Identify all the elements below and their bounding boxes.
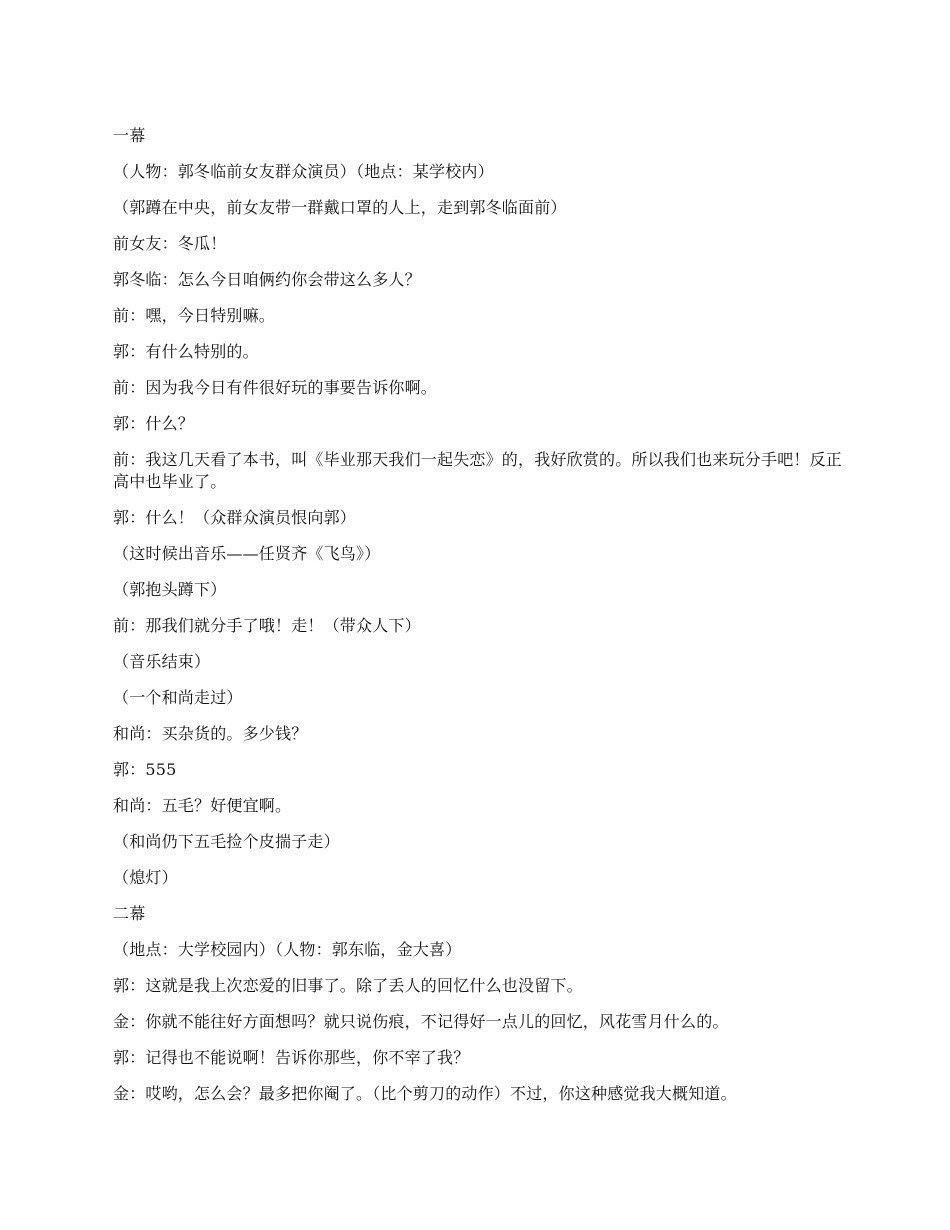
dialogue-line: 金：你就不能往好方面想吗？就只说伤痕，不记得好一点儿的回忆，风花雪月什么的。 <box>113 1012 729 1031</box>
dialogue-line: 和尚：五毛？好便宜啊。 <box>113 796 292 815</box>
dialogue-line: 郭：这就是我上次恋爱的旧事了。除了丢人的回忆什么也没留下。 <box>113 976 583 995</box>
stage-direction: （这时候出音乐——任贤齐《飞鸟》） <box>113 544 381 563</box>
stage-direction: （音乐结束） <box>113 652 211 671</box>
dialogue-line: 郭：555 <box>113 760 177 779</box>
stage-direction: （熄灯） <box>113 868 178 887</box>
dialogue-line: 郭冬临：怎么今日咱俩约你会带这么多人？ <box>113 270 421 289</box>
dialogue-line: 前：嘿，今日特别嘛。 <box>113 306 276 325</box>
act-two-heading: 二幕 <box>113 904 146 923</box>
dialogue-line: 前：那我们就分手了哦！走！（带众人下） <box>113 616 421 635</box>
dialogue-line: 前：因为我今日有件很好玩的事要告诉你啊。 <box>113 378 438 397</box>
dialogue-line: 郭：什么？ <box>113 414 195 433</box>
dialogue-line: 和尚：买杂货的。多少钱？ <box>113 724 308 743</box>
dialogue-line: 前女友：冬瓜！ <box>113 234 227 253</box>
stage-direction: （地点：大学校园内）（人物：郭东临，金大喜） <box>113 940 462 959</box>
dialogue-line: 郭：记得也不能说啊！告诉你那些，你不宰了我？ <box>113 1048 470 1067</box>
stage-direction: （一个和尚走过） <box>113 688 243 707</box>
script-text-body <box>113 125 853 1119</box>
stage-direction: （郭抱头蹲下） <box>113 580 227 599</box>
dialogue-line: 郭：有什么特别的。 <box>113 342 259 361</box>
stage-direction: （人物：郭冬临前女友群众演员）（地点：某学校内） <box>113 162 494 181</box>
stage-direction: （和尚仍下五毛捡个皮揣子走） <box>113 832 340 851</box>
dialogue-line: 前：我这几天看了本书，叫《毕业那天我们一起失恋》的，我好欣赏的。所以我们也来玩分手吧！反正高中也毕业了。 <box>113 450 843 491</box>
act-one-heading: 一幕 <box>113 126 146 145</box>
stage-direction: （郭蹲在中央，前女友带一群戴口罩的人上，走到郭冬临面前） <box>113 198 567 217</box>
dialogue-line: 金：哎哟，怎么会？最多把你阉了。（比个剪刀的动作）不过，你这种感觉我大概知道。 <box>113 1084 737 1103</box>
dialogue-line: 郭：什么！（众群众演员恨向郭） <box>113 508 357 527</box>
